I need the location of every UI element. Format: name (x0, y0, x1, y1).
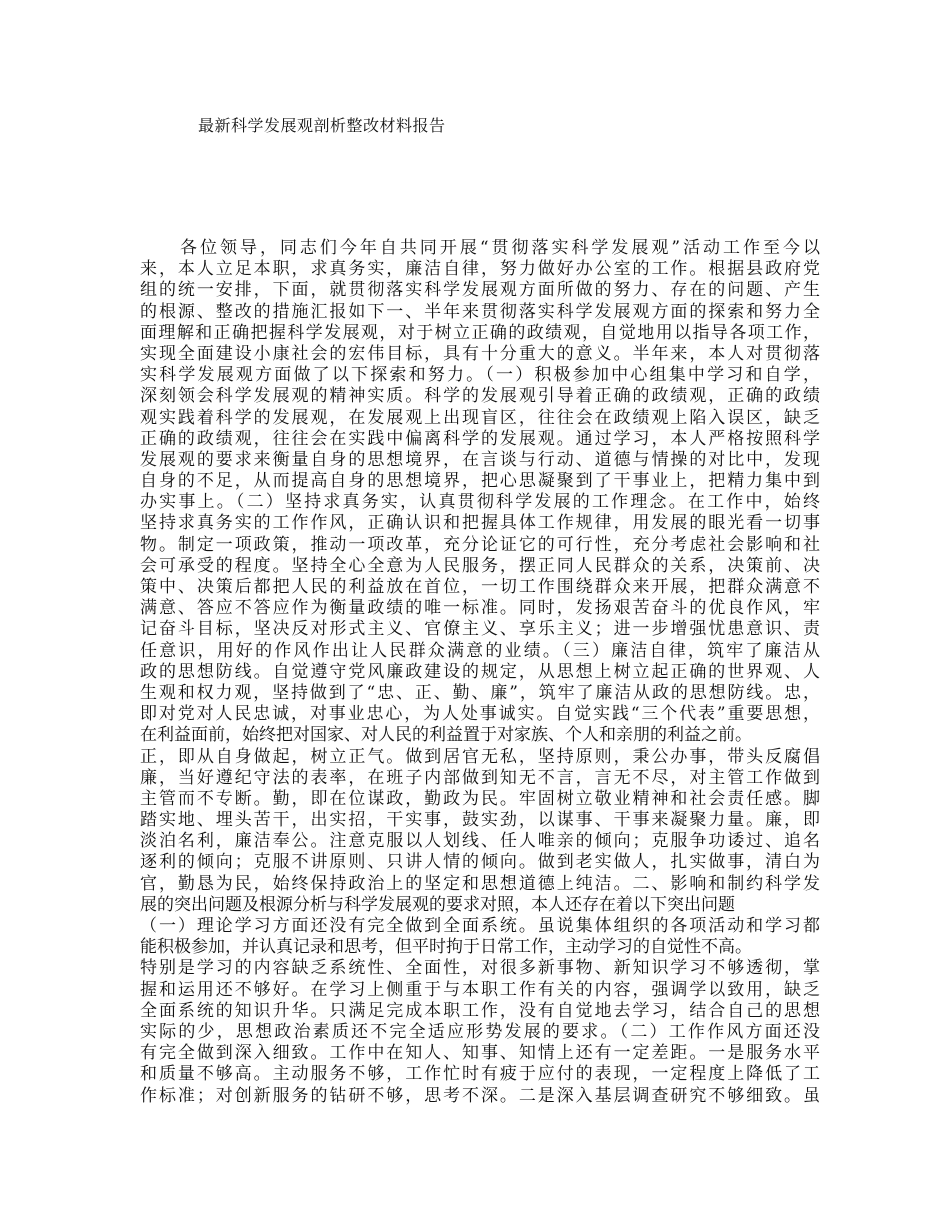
paragraph-line: 逐利的倾向；克服不讲原则、只讲人情的倾向。做到老实做人，扎实做事，清白为 (140, 852, 820, 873)
paragraph-line: 记奋斗目标，坚决反对形式主义、官僚主义、享乐主义；进一步增强忧患意识、责 (140, 619, 820, 640)
paragraph-line: 官，勤恳为民，始终保持政治上的坚定和思想道德上纯洁。二、影响和制约科学发 (140, 873, 820, 894)
document-title: 最新科学发展观剖析整改材料报告 (198, 116, 446, 135)
paragraph-line: 正确的政绩观，往往会在实践中偏离科学的发展观。通过学习，本人严格按照科学 (140, 428, 820, 449)
paragraph-line: 正，即从自身做起，树立正气。做到居官无私，坚持原则，秉公办事，带头反腐倡 (140, 746, 820, 767)
paragraph-line: 踏实地、埋头苦干，出实招，干实事，鼓实劲，以谋事、干事来凝聚力量。廉，即 (140, 810, 820, 831)
paragraph-line: 主管而不专断。勤，即在位谋政，勤政为民。牢固树立敬业精神和社会责任感。脚 (140, 788, 820, 809)
paragraph-line: 来，本人立足本职，求真务实，廉洁自律，努力做好办公室的工作。根据县政府党 (140, 259, 820, 280)
paragraph-line: 政的思想防线。自觉遵守党风廉政建设的规定，从思想上树立起正确的世界观、人 (140, 661, 820, 682)
paragraph-line: （一）理论学习方面还没有完全做到全面系统。虽说集体组织的各项活动和学习都 (140, 916, 820, 936)
paragraph-line: 能积极参加，并认真记录和思考，但平时拘于日常工作，主动学习的自觉性不高。 (140, 937, 752, 958)
paragraph-line: 深刻领会科学发展观的精神实质。科学的发展观引导着正确的政绩观，正确的政绩 (140, 386, 820, 407)
paragraph-line: 满意、答应不答应作为衡量政绩的唯一标准。同时，发扬艰苦奋斗的优良作风，牢 (140, 598, 820, 619)
paragraph-line: 会可承受的程度。坚持全心全意为人民服务，摆正同人民群众的关系，决策前、决 (140, 555, 820, 576)
paragraph-line: 发展观的要求来衡量自身的思想境界，在言谈与行动、道德与情操的对比中，发现 (140, 449, 820, 470)
paragraph-line: 坚持求真务实的工作作风，正确认识和把握具体工作规律，用发展的眼光看一切事 (140, 513, 820, 534)
document-body (140, 238, 820, 1107)
paragraph-line: 面理解和正确把握科学发展观，对于树立正确的政绩观，自觉地用以指导各项工作， (140, 322, 820, 343)
paragraph-line: 各位领导，同志们今年自共同开展“贯彻落实科学发展观”活动工作至今以 (180, 238, 820, 258)
paragraph-line: 和质量不够高。主动服务不够，工作忙时有疲于应付的表现，一定程度上降低了工 (140, 1064, 820, 1085)
paragraph-line: 特别是学习的内容缺乏系统性、全面性，对很多新事物、新知识学习不够透彻，掌 (140, 958, 820, 979)
paragraph-line: 观实践着科学的发展观，在发展观上出现盲区，往往会在政绩观上陷入误区，缺乏 (140, 407, 820, 428)
paragraph-line: 物。制定一项政策，推动一项改革，充分论证它的可行性，充分考虑社会影响和社 (140, 534, 820, 555)
paragraph-line: 生观和权力观，坚持做到了“忠、正、勤、廉”，筑牢了廉洁从政的思想防线。忠， (140, 682, 820, 703)
paragraph-line: 实现全面建设小康社会的宏伟目标，具有十分重大的意义。半年来，本人对贯彻落 (140, 343, 820, 364)
paragraph-line: 实科学发展观方面做了以下探索和努力。（一）积极参加中心组集中学习和自学， (140, 365, 820, 386)
paragraph-line: 在利益面前，始终把对国家、对人民的利益置于对家族、个人和亲朋的利益之前。 (140, 725, 752, 746)
paragraph-line: 实际的少，思想政治素质还不完全适应形势发展的要求。（二）工作作风方面还没 (140, 1021, 820, 1042)
paragraph-line: 握和运用还不够好。在学习上侧重于与本职工作有关的内容，强调学以致用，缺乏 (140, 979, 820, 1000)
paragraph-line: 自身的不足，从而提高自身的思想境界，把心思凝聚到了干事业上，把精力集中到 (140, 471, 820, 492)
paragraph-line: 廉，当好遵纪守法的表率，在班子内部做到知无不言，言无不尽，对主管工作做到 (140, 767, 820, 788)
paragraph-line: 有完全做到深入细致。工作中在知人、知事、知情上还有一定差距。一是服务水平 (140, 1043, 820, 1064)
paragraph-line: 展的突出问题及根源分析与科学发展观的要求对照，本人还存在着以下突出问题 (140, 894, 735, 915)
paragraph-line: 即对党对人民忠诚，对事业忠心，为人处事诚实。自觉实践“三个代表”重要思想， (140, 704, 820, 725)
paragraph-line: 作标准；对创新服务的钻研不够，思考不深。二是深入基层调查研究不够细致。虽 (140, 1085, 820, 1106)
paragraph-line: 任意识，用好的作风作出让人民群众满意的业绩。（三）廉洁自律，筑牢了廉洁从 (140, 640, 820, 661)
paragraph-line: 策中、决策后都把人民的利益放在首位，一切工作围绕群众来开展，把群众满意不 (140, 577, 820, 597)
paragraph-line: 办实事上。（二）坚持求真务实，认真贯彻科学发展的工作理念。在工作中，始终 (140, 492, 820, 513)
paragraph-line: 组的统一安排，下面，就贯彻落实科学发展观方面所做的努力、存在的问题、产生 (140, 280, 820, 301)
paragraph-line: 的根源、整改的措施汇报如下一、半年来贯彻落实科学发展观方面的探索和努力全 (140, 301, 820, 322)
paragraph-line: 淡泊名利，廉洁奉公。注意克服以人划线、任人唯亲的倾向；克服争功诿过、追名 (140, 831, 820, 852)
paragraph-line: 全面系统的知识升华。只满足完成本职工作，没有自觉地去学习，结合自己的思想 (140, 1000, 820, 1021)
